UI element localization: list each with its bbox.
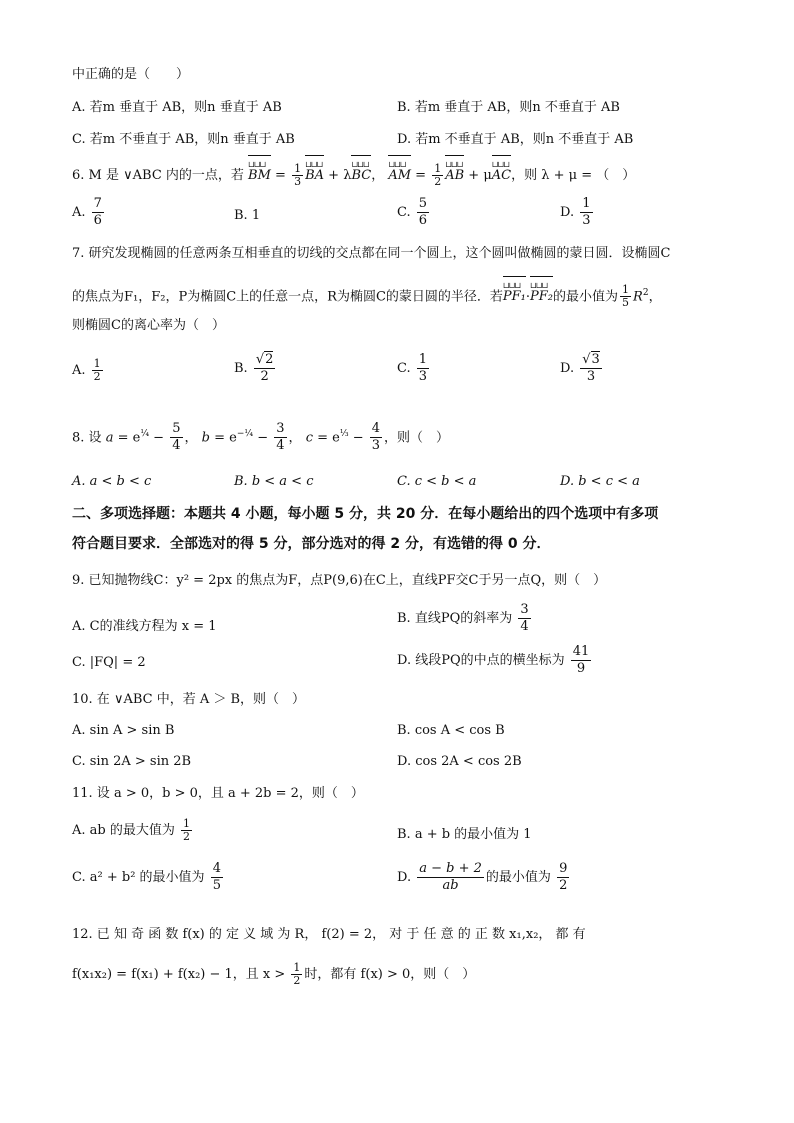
q11-stem: 11. 设 a > 0，b > 0，且 a + 2b = 2，则（ ） bbox=[72, 786, 364, 801]
q10-option-a: A. sin A > sin B bbox=[72, 723, 175, 738]
q10-option-b: B. cos A < cos B bbox=[397, 723, 505, 738]
section2-heading-line1: 二、多项选择题：本题共 4 小题，每小题 5 分，共 20 分．在每小题给出的四个选项中有多项 bbox=[72, 506, 659, 522]
q11-option-d: D. $\frac{a - b + 2}{ab}$ 的最小值为 $\frac{9}{2}$ bbox=[397, 861, 568, 893]
q6-stem-end: ，则 λ + μ = （ ） bbox=[511, 168, 636, 183]
q6-option-a: A. $\frac{7}{6}$ bbox=[72, 196, 102, 228]
q9-option-a: A. C的准线方程为 x = 1 bbox=[72, 619, 217, 634]
q4-option-a: A. 若m 垂直于 AB，则n 垂直于 AB bbox=[72, 100, 282, 115]
q7-option-d: D. $\frac{√3}{3}$ bbox=[560, 352, 600, 384]
q4-option-d: D. 若m 不垂直于 AB，则n 不垂直于 AB bbox=[397, 132, 634, 147]
q7-option-c: C. $\frac{1}{3}$ bbox=[397, 352, 428, 384]
q10-option-c: C. sin 2A > sin 2B bbox=[72, 754, 192, 769]
q9-option-c: C. |FQ| = 2 bbox=[72, 655, 146, 670]
q12-line1: 12. 已 知 奇 函 数 f(x) 的 定 义 域 为 R， f(2) = 2， 对 于 任 意 的 正 数 x₁,x₂， 都 有 bbox=[72, 927, 586, 942]
q6-stem: 6. M 是 ∨ABC 内的一点，若 BM ⊔⊔⊔ = $\frac{1}{3}$ BA ⊔⊔⊔ + λBC ⊔⊔⊔， AM ⊔⊔⊔ = $\frac{1}{2}$ AB ⊔⊔⊔ + μAC ⊔⊔⊔，则 λ + μ = （ ） bbox=[72, 159, 635, 193]
q7-line1: 7. 研究发现椭圆的任意两条互相垂直的切线的交点都在同一个圆上，这个圆叫做椭圆的蒙日圆．设椭圆C bbox=[72, 246, 671, 261]
q11-option-a: A. ab 的最大值为 $\frac{1}{2}$ bbox=[72, 817, 190, 843]
section2-heading-line2: 符合题目要求．全部选对的得 5 分，部分选对的得 2 分，有选错的得 0 分． bbox=[72, 536, 551, 552]
q8-stem: 8. 设 $a = e^{\frac{1}{4}}$ − $\frac{5}{4}$ ， $b = e^{-\frac{1}{4}}$ − $\frac{3}{4}$ ， $c = e^{\frac{1}{3}}$ − $\frac{4}{3}$ ，则（ ） bbox=[72, 421, 450, 454]
question-continuation: 中正确的是（ ） bbox=[72, 67, 190, 82]
q7-line2: 的焦点为F₁，F₂，P为椭圆C上的任意一点，R为椭圆C的蒙日圆的半径．若PF₁ ⊔⊔⊔·PF₂ ⊔⊔⊔的最小值为 $\frac{1}{5}$ $R^2$， bbox=[72, 276, 662, 314]
q4-option-c: C. 若m 不垂直于 AB，则n 垂直于 AB bbox=[72, 132, 295, 147]
q8-option-b: B. b < a < c bbox=[234, 474, 314, 489]
q11-option-c: C. a² + b² 的最小值为 $\frac{4}{5}$ bbox=[72, 861, 221, 893]
q6-option-c: C. $\frac{5}{6}$ bbox=[397, 196, 428, 228]
q8-option-d: D. b < c < a bbox=[560, 474, 640, 489]
q10-option-d: D. cos 2A < cos 2B bbox=[397, 754, 522, 769]
q10-stem: 10. 在 ∨ABC 中，若 A ＞ B，则（ ） bbox=[72, 692, 306, 707]
q9-stem: 9. 已知抛物线C：y² = 2px 的焦点为F，点P(9,6)在C上，直线PF交C于另一点Q，则（ ） bbox=[72, 573, 607, 588]
q6-number: 6. bbox=[72, 168, 85, 183]
q11-option-b: B. a + b 的最小值为 1 bbox=[397, 827, 532, 842]
q8-option-a: A. a < b < c bbox=[72, 474, 152, 489]
q8-option-c: C. c < b < a bbox=[397, 474, 477, 489]
q9-option-d: D. 线段PQ的中点的横坐标为 $\frac{41}{9}$ bbox=[397, 644, 590, 676]
q7-option-b: B. $\frac{√2}{2}$ bbox=[234, 352, 274, 384]
q7-option-a: A. $\frac{1}{2}$ bbox=[72, 357, 101, 383]
q6-option-b: B. 1 bbox=[234, 208, 261, 223]
q6-stem-text: M 是 ∨ABC 内的一点，若 bbox=[88, 168, 244, 183]
q12-line2: f(x₁x₂) = f(x₁) + f(x₂) − 1，且 x > $\frac{1}{2}$ 时，都有 f(x) > 0，则（ ） bbox=[72, 961, 476, 987]
q6-option-d: D. $\frac{1}{3}$ bbox=[560, 196, 591, 228]
q9-option-b: B. 直线PQ的斜率为 $\frac{3}{4}$ bbox=[397, 602, 529, 634]
q7-line3: 则椭圆C的离心率为（ ） bbox=[72, 318, 225, 333]
q4-option-b: B. 若m 垂直于 AB，则n 不垂直于 AB bbox=[397, 100, 620, 115]
